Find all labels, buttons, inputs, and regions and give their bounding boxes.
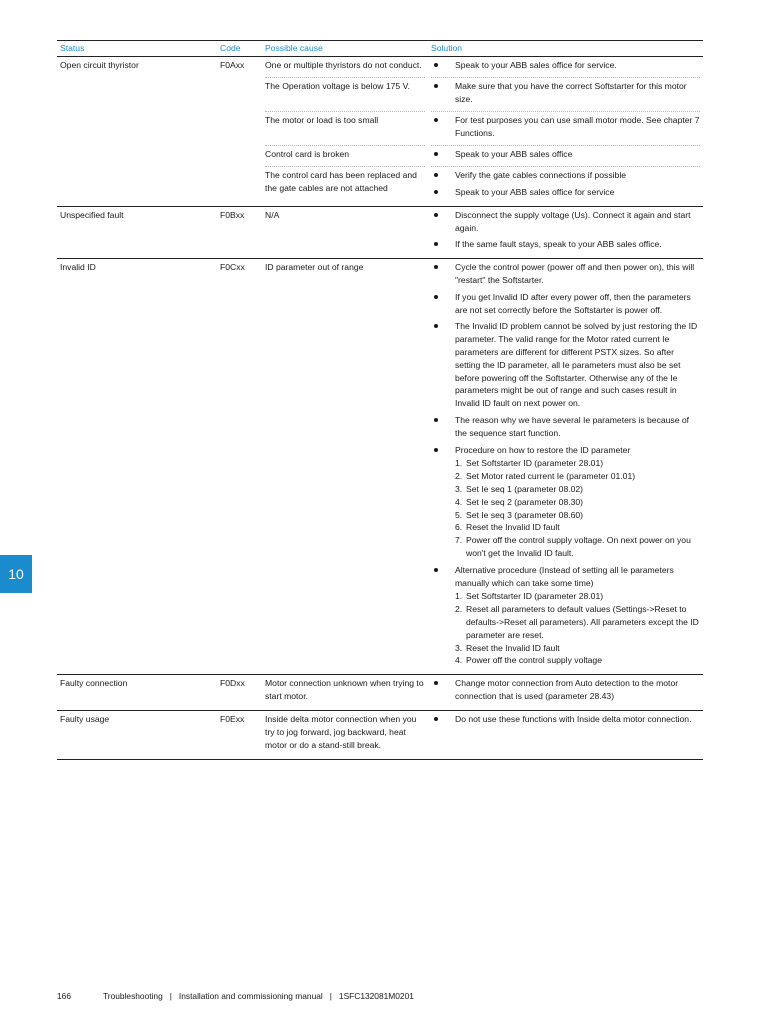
page-number: 166 <box>57 991 71 1001</box>
footer-manual-title: Installation and commissioning manual <box>178 991 323 1001</box>
solution-cell <box>428 259 703 675</box>
solution-group <box>431 114 700 146</box>
step-number: 7. <box>455 535 463 546</box>
step-text: Reset all parameters to default values (Settings->Reset to defaults->Reset all parameters). All parameters except the ID parameter are reset. <box>466 604 699 640</box>
solution-text: If the same fault stays, speak to your ABB sales office. <box>455 239 662 250</box>
solution-cell <box>428 711 703 759</box>
step-text: Reset the Invalid ID fault <box>466 642 560 653</box>
solution-text: The Invalid ID problem cannot be solved by just restoring the ID parameter. The valid range for the Motor rated current Ie parameters are different for different PSTX sizes. So after setting the ID parameter, all Ie parameters must also be set before powering off the Softstarter. Otherwise any of the Ie parameters might be out of range and such cases result in Invalid ID fault on next power on. <box>455 321 698 409</box>
code-cell: F0Bxx <box>217 206 262 258</box>
solution-text: Procedure on how to restore the ID parameter <box>455 444 631 455</box>
cause-text: N/A <box>265 209 280 220</box>
table-row <box>57 56 703 206</box>
step-text: Reset the Invalid ID fault <box>466 522 560 533</box>
footer-separator: | <box>329 991 332 1001</box>
table-row <box>57 206 703 258</box>
bullet-icon <box>434 681 438 685</box>
code-cell: F0Cxx <box>217 259 262 675</box>
cause-text: The motor or load is too small <box>265 114 425 146</box>
step-number: 5. <box>455 509 463 520</box>
solution-text: The reason why we have several Ie parameters is because of the sequence start function. <box>455 414 690 438</box>
solution-list <box>431 677 700 703</box>
solution-group <box>431 148 700 167</box>
solution-item <box>431 114 700 140</box>
table-row <box>57 259 703 675</box>
step-text: Set Softstarter ID (parameter 28.01) <box>466 458 604 469</box>
possible-cause-cell <box>262 56 428 206</box>
chapter-tab: 10 <box>0 555 32 593</box>
solution-list <box>431 114 700 140</box>
step-text: Set Motor rated current Ie (parameter 01.01) <box>466 471 636 482</box>
procedure-step <box>455 521 700 534</box>
solution-item <box>431 261 700 287</box>
solution-item <box>431 713 700 726</box>
solution-group <box>431 80 700 112</box>
code-cell: F0Exx <box>217 711 262 759</box>
procedure-step <box>455 483 700 496</box>
solution-group <box>431 209 700 255</box>
solution-item <box>431 209 700 235</box>
possible-cause-cell <box>262 711 428 759</box>
bullet-icon <box>434 190 438 194</box>
footer-separator: | <box>169 991 172 1001</box>
solution-text: If you get Invalid ID after every power off, then the parameters are not set correctly before the Softstarter is power off. <box>455 291 691 315</box>
solution-text: Speak to your ABB sales office for service <box>455 186 615 197</box>
step-text: Set Ie seq 3 (parameter 08.60) <box>466 509 584 520</box>
troubleshooting-table <box>57 40 703 760</box>
possible-cause-cell <box>262 259 428 675</box>
solution-cell <box>428 206 703 258</box>
step-number: 4. <box>455 655 463 666</box>
procedure-step <box>455 496 700 509</box>
cause-text: Motor connection unknown when trying to start motor. <box>265 678 424 701</box>
solution-text: Verify the gate cables connections if possible <box>455 169 627 180</box>
header-solution: Solution <box>428 41 703 57</box>
step-text: Power off the control supply voltage. On next power on you won't get the Invalid ID fault. <box>466 535 691 558</box>
procedure-step <box>455 457 700 470</box>
bullet-icon <box>434 324 438 328</box>
solution-list <box>431 169 700 199</box>
step-number: 2. <box>455 604 463 615</box>
solution-text: Alternative procedure (Instead of setting all Ie parameters manually which can take some time) <box>455 564 674 588</box>
possible-cause-cell <box>262 206 428 258</box>
bullet-icon <box>434 568 438 572</box>
cause-text: Inside delta motor connection when you try to jog forward, jog backward, heat motor or do a stand-still break. <box>265 714 417 750</box>
procedure-step <box>455 509 700 522</box>
step-text: Set Softstarter ID (parameter 28.01) <box>466 591 604 602</box>
code-cell: F0Dxx <box>217 675 262 711</box>
cause-text: The control card has been replaced and the gate cables are not attached <box>265 169 417 193</box>
status-cell: Faulty usage <box>57 711 217 759</box>
cause-text: The Operation voltage is below 175 V. <box>265 80 425 112</box>
solution-item <box>431 169 700 182</box>
status-cell: Unspecified fault <box>57 206 217 258</box>
table-row <box>57 711 703 759</box>
solution-list <box>431 209 700 251</box>
solution-group <box>431 59 700 78</box>
solution-group <box>431 261 700 671</box>
bullet-icon <box>434 118 438 122</box>
step-text: Set Ie seq 1 (parameter 08.02) <box>466 483 584 494</box>
bullet-icon <box>434 717 438 721</box>
status-cell: Open circuit thyristor <box>57 56 217 206</box>
step-number: 6. <box>455 522 463 533</box>
header-code: Code <box>217 41 262 57</box>
footer-document-id: 1SFC132081M0201 <box>338 991 414 1001</box>
header-status: Status <box>57 41 217 57</box>
procedure-step <box>455 603 700 641</box>
step-text: Power off the control supply voltage <box>466 655 602 666</box>
solution-item <box>431 564 700 667</box>
solution-item <box>431 291 700 317</box>
cause-text: Control card is broken <box>265 148 425 167</box>
step-number: 1. <box>455 591 463 602</box>
page-footer <box>57 990 414 1003</box>
solution-cell <box>428 675 703 711</box>
solution-item <box>431 677 700 703</box>
solution-list <box>431 713 700 726</box>
solution-list <box>431 80 700 106</box>
solution-text: Speak to your ABB sales office for service. <box>455 59 617 70</box>
bullet-icon <box>434 84 438 88</box>
table-header-row <box>57 41 703 57</box>
status-cell: Faulty connection <box>57 675 217 711</box>
bullet-icon <box>434 242 438 246</box>
procedure-step <box>455 590 700 603</box>
solution-text: Disconnect the supply voltage (Us). Connect it again and start again. <box>455 209 691 233</box>
procedure-step <box>455 642 700 655</box>
solution-text: Make sure that you have the correct Softstarter for this motor size. <box>455 80 687 104</box>
solution-list <box>431 148 700 161</box>
step-number: 3. <box>455 642 463 653</box>
step-number: 4. <box>455 496 463 507</box>
bullet-icon <box>434 173 438 177</box>
solution-item <box>431 80 700 106</box>
solution-text: For test purposes you can use small motor mode. See chapter 7 Functions. <box>455 114 700 138</box>
bullet-icon <box>434 448 438 452</box>
step-number: 2. <box>455 471 463 482</box>
solution-item <box>431 186 700 199</box>
step-number: 3. <box>455 483 463 494</box>
solution-list <box>431 59 700 72</box>
step-text: Set Ie seq 2 (parameter 08.30) <box>466 496 584 507</box>
bullet-icon <box>434 418 438 422</box>
possible-cause-cell <box>262 675 428 711</box>
solution-item <box>431 444 700 560</box>
procedure-steps <box>455 457 700 559</box>
solution-item <box>431 238 700 251</box>
solution-item <box>431 320 700 410</box>
bullet-icon <box>434 295 438 299</box>
solution-group <box>431 169 700 203</box>
header-possible-cause: Possible cause <box>262 41 428 57</box>
procedure-step <box>455 654 700 667</box>
procedure-steps <box>455 590 700 667</box>
status-cell: Invalid ID <box>57 259 217 675</box>
solution-item <box>431 148 700 161</box>
solution-list <box>431 261 700 667</box>
solution-item <box>431 414 700 440</box>
bullet-icon <box>434 265 438 269</box>
solution-text: Do not use these functions with Inside delta motor connection. <box>455 714 692 725</box>
bullet-icon <box>434 213 438 217</box>
table-row <box>57 675 703 711</box>
cause-text: One or multiple thyristors do not conduct. <box>265 59 425 78</box>
bullet-icon <box>434 63 438 67</box>
bullet-icon <box>434 152 438 156</box>
footer-section: Troubleshooting <box>103 991 163 1001</box>
code-cell: F0Axx <box>217 56 262 206</box>
solution-item <box>431 59 700 72</box>
solution-cell <box>428 56 703 206</box>
procedure-step <box>455 534 700 560</box>
step-number: 1. <box>455 458 463 469</box>
solution-text: Change motor connection from Auto detection to the motor connection that is used (parameter 28.43) <box>455 678 679 701</box>
solution-text: Cycle the control power (power off and then power on), this will "restart" the Softstarter. <box>455 262 695 285</box>
solution-group <box>431 677 700 707</box>
procedure-step <box>455 470 700 483</box>
cause-text: ID parameter out of range <box>265 262 364 273</box>
solution-group <box>431 713 700 755</box>
solution-text: Speak to your ABB sales office <box>455 148 573 159</box>
